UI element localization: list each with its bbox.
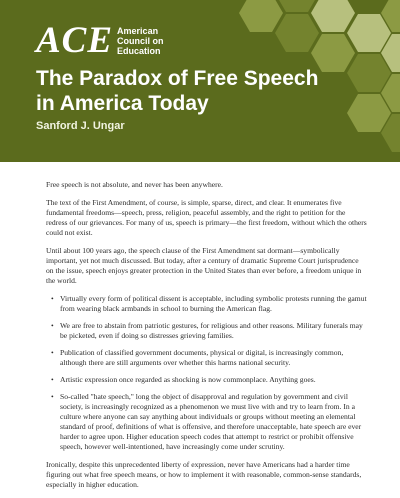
- logo-wordmark: [117, 26, 164, 56]
- author-name: Sanford J. Ungar: [36, 120, 125, 132]
- paragraph: Until about 100 years ago, the speech clause of the First Amendment sat dormant—symbolically important, yet not much discussed. But today, after a century of dramatic Supreme Court jurisprudence on the issue, speech enjoys greater protection in the United States than ever before, a freedom unique in the world.: [46, 246, 362, 285]
- list-item-text: So-called "hate speech," long the object of disapproval and regulation by government and civil society, is increasingly recognized as a phenomenon we must live with and try to learn from. In a culture where anyone can say anything about individuals or groups without meeting an elemental standard of proof, definitions of what is offensive, and therefore unacceptable, hate speech are ever harder to agree upon. Higher education speech codes that attempt to restrict or prohibit offensive speech, however well-intentioned, have increasingly come under scrutiny.: [60, 392, 362, 451]
- paragraph: The text of the First Amendment, of course, is simple, sparse, direct, and clear. It enumerates five fundamental freedoms—speech, press, religion, peaceful assembly, and the right to petition for the redress of our grievances. For many of us, speech is primary—the first freedom, without which the others could not exist.: [46, 198, 367, 237]
- logo-mark: ACE: [36, 20, 114, 61]
- ace-logo: [36, 22, 164, 59]
- bullet-icon: •: [51, 375, 54, 384]
- list-item: [51, 294, 368, 314]
- hexagon-shape: [275, 0, 319, 12]
- document-title: The Paradox of Free Speech in America Today: [36, 67, 319, 115]
- logo-line: Education: [117, 45, 161, 56]
- bullet-icon: •: [51, 294, 54, 303]
- list-item-text: We are free to abstain from patriotic gestures, for religious and other reasons. Military funerals may be picketed, even if doing so distresses grieving families.: [60, 321, 363, 340]
- list-item-text: Artistic expression once regarded as shocking is now commonplace. Anything goes.: [60, 375, 316, 384]
- hexagon-shape: [275, 14, 319, 52]
- logo-line: Council on: [117, 35, 164, 46]
- hexagon-shape: [311, 0, 355, 32]
- list-item-text: Virtually every form of political dissent is acceptable, including symbolic protests running the gamut from wearing black armbands in school to burning the American flag.: [60, 294, 367, 313]
- header-banner: [0, 0, 400, 162]
- paragraph: Ironically, despite this unprecedented liberty of expression, never have Americans had a harder time figuring out what free speech means, or how to implement it with reasonable, common-sense standards, especially in higher education.: [46, 460, 362, 489]
- paragraph: Free speech is not absolute, and never has been anywhere.: [46, 180, 223, 189]
- list-item: [51, 392, 368, 452]
- hexagon-shape: [347, 14, 391, 52]
- hexagon-shape: [347, 94, 391, 132]
- logo-line: American: [117, 25, 159, 36]
- bullet-icon: •: [51, 392, 54, 401]
- list-item: [51, 321, 368, 341]
- bullet-list: [46, 294, 368, 452]
- list-item-text: Publication of classified government documents, physical or digital, is increasingly common, although there are still arguments over whether this harms national security.: [60, 348, 344, 367]
- hexagon-shape: [239, 0, 283, 32]
- list-item: [51, 375, 368, 385]
- bullet-icon: •: [51, 321, 54, 330]
- list-item: [51, 348, 368, 368]
- bullet-icon: •: [51, 348, 54, 357]
- document-body: [46, 180, 368, 498]
- hexagon-shape: [347, 54, 391, 92]
